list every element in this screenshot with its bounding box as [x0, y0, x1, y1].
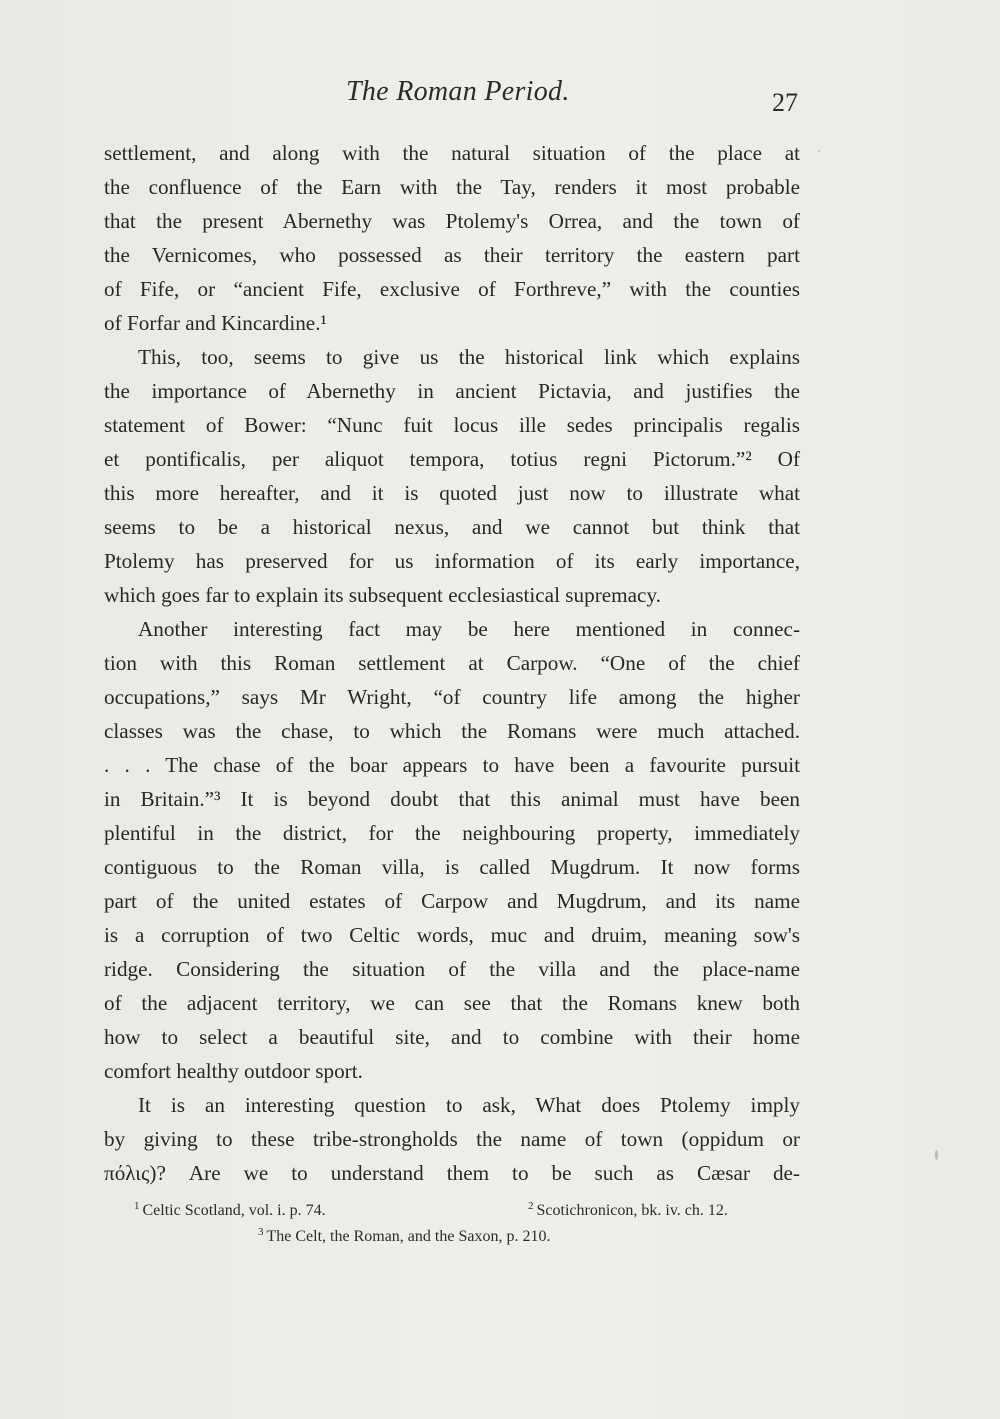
paper-speck [818, 150, 820, 152]
text-line: classes was the chase, to which the Romans were much attached. [104, 719, 800, 743]
running-title: The Roman Period. [346, 76, 570, 107]
text-line: et pontificalis, per aliquot tempora, totius regni Pictorum.”² Of [104, 447, 800, 471]
text-line: . . . The chase of the boar appears to have been a favourite pursuit [104, 753, 800, 777]
footnote-mark: 3 [258, 1225, 264, 1238]
running-head [0, 76, 1000, 116]
text-line: tion with this Roman settlement at Carpow. “One of the chief [104, 651, 800, 675]
text-line: is a corruption of two Celtic words, muc and druim, meaning sow's [104, 923, 800, 947]
page-number: 27 [772, 88, 798, 117]
text-line: of Fife, or “ancient Fife, exclusive of Forthreve,” with the counties [104, 277, 800, 301]
footnotes [104, 1198, 800, 1250]
text-line: ridge. Considering the situation of the villa and the place-name [104, 957, 800, 981]
text-line: Ptolemy has preserved for us information of its early importance, [104, 549, 800, 573]
text-line: this more hereafter, and it is quoted just now to illustrate what [104, 481, 800, 505]
text-line: the importance of Abernethy in ancient Pictavia, and justifies the [104, 379, 800, 403]
text-line: πόλις)? Are we to understand them to be such as Cæsar de- [104, 1161, 800, 1185]
text-line: comfort healthy outdoor sport. [104, 1059, 363, 1083]
text-line: the confluence of the Earn with the Tay, renders it most probable [104, 175, 800, 199]
text-line: how to select a beautiful site, and to combine with their home [104, 1025, 800, 1049]
footnote-text: The Celt, the Roman, and the Saxon, p. 210. [266, 1228, 551, 1245]
footnote-mark: 1 [134, 1199, 140, 1212]
footnote-row [104, 1224, 800, 1250]
text-line: which goes far to explain its subsequent ecclesiastical supremacy. [104, 583, 661, 607]
text-line: that the present Abernethy was Ptolemy's Orrea, and the town of [104, 209, 800, 233]
text-line: Another interesting fact may be here mentioned in connec- [138, 617, 800, 641]
footnote-3 [258, 1224, 550, 1250]
text-line: by giving to these tribe-strongholds the name of town (oppidum or [104, 1127, 800, 1151]
footnote-row [104, 1198, 800, 1224]
footnote-2 [528, 1198, 728, 1224]
text-line: of Forfar and Kincardine.¹ [104, 311, 327, 335]
text-line: occupations,” says Mr Wright, “of country life among the higher [104, 685, 800, 709]
text-line: statement of Bower: “Nunc fuit locus ille sedes principalis regalis [104, 413, 800, 437]
body-text [104, 136, 800, 1190]
text-line: in Britain.”³ It is beyond doubt that this animal must have been [104, 787, 800, 811]
text-line: seems to be a historical nexus, and we cannot but think that [104, 515, 800, 539]
footnote-1 [134, 1198, 326, 1224]
text-line: This, too, seems to give us the historical link which explains [138, 345, 800, 369]
text-line: settlement, and along with the natural situation of the place at [104, 141, 800, 165]
footnote-mark: 2 [528, 1199, 534, 1212]
footnote-text: Scotichronicon, bk. iv. ch. 12. [536, 1202, 728, 1219]
text-line: It is an interesting question to ask, What does Ptolemy imply [138, 1093, 800, 1117]
text-line: plentiful in the district, for the neighbouring property, immediately [104, 821, 800, 845]
text-line: the Vernicomes, who possessed as their territory the eastern part [104, 243, 800, 267]
text-line: part of the united estates of Carpow and Mugdrum, and its name [104, 889, 800, 913]
footnote-text: Celtic Scotland, vol. i. p. 74. [142, 1202, 326, 1219]
text-line: of the adjacent territory, we can see that the Romans knew both [104, 991, 800, 1015]
text-line: contiguous to the Roman villa, is called Mugdrum. It now forms [104, 855, 800, 879]
paper-speck [935, 1150, 938, 1160]
